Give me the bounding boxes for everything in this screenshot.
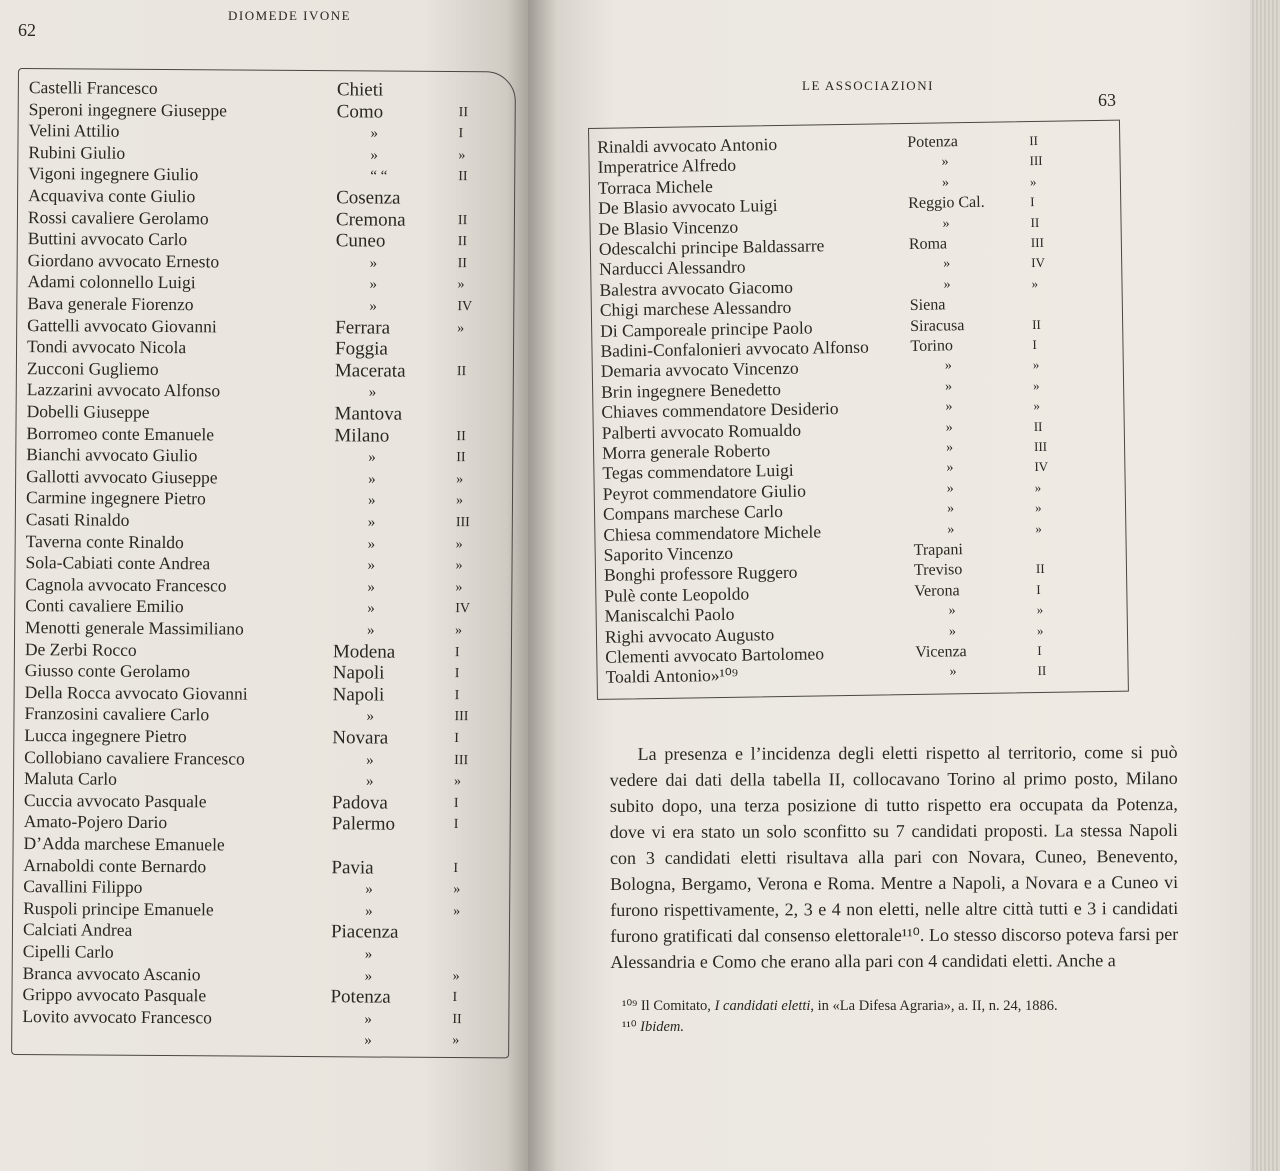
left-city: “ “: [370, 168, 388, 185]
footnote-109-title: I candidati eletti: [714, 998, 811, 1014]
left-city: Potenza: [330, 986, 391, 1008]
right-class: III: [1030, 234, 1044, 251]
right-city: Treviso: [913, 561, 963, 580]
page-edges: [1250, 0, 1280, 1171]
right-city: Siracusa: [910, 316, 965, 335]
left-city: »: [367, 579, 375, 596]
left-running-head: DIOMEDE IVONE: [228, 8, 352, 23]
right-name: Rinaldi avvocato Antonio: [597, 134, 778, 157]
left-candidates-table: [11, 68, 516, 1058]
right-class: »: [1031, 275, 1039, 291]
footnote-109-text-a: Il Comitato,: [637, 998, 715, 1014]
right-name: De Blasio avvocato Luigi: [598, 195, 778, 219]
left-class: »: [455, 493, 464, 509]
body-paragraph: La presenza e l’incidenza degli eletti rispetto al territorio, come si può vedere dai dati della tabella II, collocavano Torino al primo posto, Milano subito dopo, una terza posizione di tutto rispetto era occupata da Potenza, dove vi era stato un solo sconfitto su 7 candidati proposti. La stessa Napoli con 3 candidati eletti risultava alla pari con Novara, Cuneo, Benevento, Bologna, Bergamo, Verona e Roma. Mentre a Napoli, a Novara e a Cuneo vi furono rispettivamente, 2, 3 e 4 non eletti, nelle altre città tutti e 3 i candidati furono gratificati dal consenso elettorale¹¹⁰. Lo stesso discorso poteva farsi per Alessandria e Como che erano alla pari con 4 candidati eletti. Anche a: [609, 742, 1179, 972]
footnote-110: [622, 1017, 1142, 1038]
left-class: II: [457, 234, 468, 250]
right-name: Righi avvocato Augusto: [604, 623, 775, 647]
left-class: I: [454, 731, 460, 747]
right-city: »: [948, 603, 956, 619]
left-city: »: [365, 881, 373, 898]
right-name: Demaria avvocato Vincenzo: [600, 358, 799, 382]
right-class: II: [1030, 214, 1040, 230]
left-city: Foggia: [334, 338, 388, 360]
right-name: Di Camporeale principe Paolo: [600, 317, 813, 341]
right-name: Chiaves commendatore Desiderio: [601, 398, 839, 423]
right-class: »: [1034, 500, 1042, 516]
left-city: »: [364, 946, 373, 963]
left-city: Novara: [332, 727, 389, 749]
footnote-109: [622, 996, 1142, 1017]
right-city: »: [946, 481, 954, 497]
left-name: Rossi cavaliere Gerolamo: [27, 206, 209, 228]
left-name: Bava generale Fiorenzo: [27, 293, 194, 315]
right-class: »: [1036, 602, 1044, 618]
left-name: De Zerbi Rocco: [24, 638, 137, 660]
left-name: Speroni ingegnere Giuseppe: [28, 98, 228, 121]
left-class: »: [455, 623, 463, 639]
right-city: Reggio Cal.: [908, 193, 985, 213]
right-class: I: [1036, 581, 1041, 597]
left-name: Giusso conte Gerolamo: [24, 660, 191, 682]
left-row: [12, 1027, 508, 1052]
right-city: »: [946, 501, 955, 517]
right-class: »: [1036, 622, 1044, 638]
footnote-109-marker: ¹⁰⁹: [622, 998, 638, 1014]
left-city: »: [369, 276, 378, 293]
left-class: »: [453, 882, 461, 898]
right-city: »: [945, 440, 954, 456]
right-class: II: [1032, 316, 1041, 332]
right-city: »: [948, 623, 957, 639]
left-city: Napoli: [332, 684, 385, 706]
left-name: Buttini avvocato Carlo: [27, 228, 188, 250]
left-name: Della Rocca avvocato Giovanni: [24, 681, 248, 704]
right-name: Peyrot commendatore Giulio: [602, 480, 807, 504]
left-name: D’Adda marchese Emanuele: [23, 833, 225, 855]
left-city: »: [365, 903, 373, 920]
left-name: Bianchi avvocato Giulio: [26, 444, 198, 466]
right-candidates-table: [588, 120, 1129, 700]
right-name: Odescalchi principe Baldassarre: [598, 235, 825, 259]
footnote-110-marker: ¹¹⁰: [622, 1019, 637, 1035]
right-name: Chigi marchese Alessandro: [599, 297, 792, 321]
right-name: Maniscalchi Paolo: [604, 603, 735, 626]
left-city: »: [367, 622, 375, 639]
left-name: Lazzarini avvocato Alfonso: [26, 379, 221, 401]
left-name: Arnaboldi conte Bernardo: [23, 854, 207, 876]
left-class: II: [452, 1011, 462, 1027]
right-running-head: LE ASSOCIAZIONI: [802, 78, 934, 93]
left-city: »: [367, 536, 376, 553]
left-city: »: [367, 600, 375, 617]
left-name: Sola-Cabiati conte Andrea: [25, 552, 211, 574]
left-name: Tondi avvocato Nicola: [26, 336, 187, 358]
left-name: Carmine ingegnere Pietro: [25, 487, 206, 509]
left-class: »: [455, 579, 463, 595]
left-name: Maluta Carlo: [23, 768, 117, 789]
left-name: Calciati Andrea: [22, 919, 133, 941]
left-name: Adami colonnello Luigi: [27, 271, 196, 293]
right-city: »: [943, 277, 951, 293]
right-class: »: [1029, 173, 1037, 189]
left-class: III: [454, 709, 469, 725]
left-city: »: [369, 255, 378, 272]
left-name: Lucca ingegnere Pietro: [24, 725, 187, 747]
left-city: Pavia: [331, 856, 374, 879]
left-name: Giordano avvocato Ernesto: [27, 249, 220, 272]
left-city: Palermo: [331, 813, 396, 836]
left-city: Modena: [332, 640, 396, 663]
right-city: »: [942, 215, 950, 232]
left-class: I: [458, 126, 464, 142]
right-folio: 63: [1098, 90, 1116, 110]
left-class: I: [454, 644, 460, 660]
left-name: Gallotti avvocato Giuseppe: [26, 465, 218, 488]
right-city: »: [949, 664, 957, 680]
right-class: II: [1033, 418, 1043, 434]
left-class: »: [452, 968, 460, 984]
left-name: Amato-Pojero Dario: [23, 811, 168, 833]
left-city: »: [366, 708, 375, 725]
left-name: Conti cavaliere Emilio: [25, 595, 184, 617]
left-city: Chieti: [336, 79, 384, 101]
right-name: Tegas commendatore Luigi: [602, 460, 794, 484]
right-city: Roma: [908, 235, 948, 253]
left-class: I: [452, 990, 458, 1006]
left-name: Casati Rinaldo: [25, 509, 130, 530]
left-name: Zucconi Gugliemo: [26, 357, 159, 379]
left-class: IV: [457, 299, 473, 315]
right-class: »: [1035, 520, 1042, 536]
footnotes: [622, 996, 1142, 1038]
footnote-109-text-b: , in «La Difesa Agraria», a. II, n. 24, 1886.: [810, 998, 1058, 1014]
left-class: I: [453, 860, 459, 876]
right-city: Trapani: [913, 541, 963, 559]
body-paragraph-block: [610, 739, 1179, 975]
right-city: »: [945, 419, 953, 436]
left-class: IV: [455, 601, 471, 617]
right-name: Bonghi professore Ruggero: [603, 562, 798, 586]
right-name: Chiesa commendatore Michele: [603, 520, 822, 545]
left-name: Grippo avvocato Pasquale: [22, 984, 207, 1006]
left-city: »: [370, 147, 378, 164]
left-class: III: [455, 515, 470, 531]
right-name: Torraca Michele: [597, 175, 713, 198]
left-name: Taverna conte Rinaldo: [25, 530, 184, 552]
left-class: »: [455, 536, 463, 552]
right-city: »: [947, 521, 955, 537]
right-name: Imperatrice Alfredo: [597, 155, 737, 178]
left-city: »: [364, 968, 373, 985]
right-class: II: [1035, 561, 1045, 577]
right-city: »: [943, 256, 951, 272]
left-city: »: [370, 125, 379, 142]
left-class: I: [453, 795, 459, 811]
right-name: Morra generale Roberto: [601, 440, 771, 463]
left-class: II: [456, 450, 466, 466]
left-name: Ruspoli principe Emanuele: [23, 897, 214, 920]
left-name: Vigoni ingegnere Giulio: [28, 163, 199, 185]
left-class: »: [457, 277, 465, 293]
right-name: Palberti avvocato Romualdo: [601, 419, 802, 443]
left-city: »: [364, 1032, 372, 1049]
right-name: Clementi avvocato Bartolomeo: [605, 643, 825, 667]
right-city: »: [946, 460, 954, 476]
left-name: Castelli Francesco: [28, 77, 158, 98]
left-name: Borromeo conte Emanuele: [26, 422, 215, 444]
left-name: Cagnola avvocato Francesco: [25, 573, 227, 596]
right-class: »: [1034, 479, 1042, 495]
left-name: Collobiano cavaliere Francesco: [24, 746, 245, 769]
left-name: Branca avvocato Ascanio: [22, 962, 201, 984]
left-city: »: [367, 514, 376, 531]
left-name: Menotti generale Massimiliano: [25, 617, 244, 639]
right-class: IV: [1034, 459, 1049, 475]
left-city: Mantova: [334, 403, 403, 425]
left-city: Cosenza: [336, 187, 401, 209]
right-city: Potenza: [907, 133, 959, 151]
left-city: Padova: [331, 792, 388, 814]
left-class: »: [453, 774, 462, 790]
right-class: III: [1033, 438, 1048, 455]
left-city: Napoli: [332, 662, 385, 684]
left-city: Cremona: [335, 208, 406, 231]
left-city: »: [369, 298, 377, 315]
right-name: Brin ingegnere Benedetto: [600, 378, 782, 402]
left-name: Cavallini Filippo: [23, 876, 143, 898]
left-city: »: [368, 471, 376, 488]
left-city: »: [364, 1011, 372, 1028]
left-name: Rubini Giulio: [28, 141, 126, 163]
left-city: Cuneo: [335, 230, 386, 252]
right-class: »: [1032, 377, 1040, 393]
left-class: II: [458, 169, 468, 185]
left-folio: 62: [18, 20, 36, 40]
right-city: »: [941, 154, 949, 170]
left-class: I: [454, 666, 460, 682]
left-name: Cuccia avvocato Pasquale: [23, 789, 207, 812]
left-city: »: [366, 752, 374, 769]
left-class: II: [456, 428, 466, 444]
left-city: »: [368, 384, 377, 401]
right-city: »: [944, 358, 952, 374]
right-class: I: [1030, 194, 1035, 210]
footnote-110-text: Ibidem.: [640, 1019, 685, 1035]
right-name: Pulè conte Leopoldo: [604, 583, 750, 606]
left-name: Dobelli Giuseppe: [26, 401, 150, 422]
left-class: »: [458, 147, 466, 163]
left-city: Como: [336, 100, 384, 123]
right-name: Saporito Vincenzo: [603, 542, 734, 565]
right-name: De Blasio Vincenzo: [598, 216, 739, 239]
left-city: »: [365, 773, 374, 790]
right-class: »: [1032, 357, 1040, 373]
right-class: I: [1032, 336, 1037, 353]
left-city: »: [367, 492, 376, 509]
left-city: Piacenza: [330, 921, 399, 944]
left-page: [0, 0, 528, 1171]
left-class: II: [457, 255, 468, 271]
left-class: »: [455, 558, 463, 574]
left-name: Cipelli Carlo: [22, 941, 114, 962]
left-name: Velini Attilio: [28, 120, 120, 141]
right-city: Siena: [909, 296, 946, 315]
left-class: II: [458, 104, 469, 120]
left-name: Franzosini cavaliere Carlo: [24, 703, 210, 725]
left-class: »: [452, 1033, 460, 1049]
right-name: Compans marchese Carlo: [602, 501, 784, 524]
right-class: III: [1029, 153, 1043, 169]
right-city: »: [941, 175, 950, 191]
right-city: Vicenza: [915, 643, 967, 661]
left-name: Gattelli avvocato Giovanni: [27, 314, 217, 336]
right-class: »: [1033, 398, 1041, 414]
right-city: Verona: [914, 582, 960, 600]
left-city: Macerata: [334, 360, 406, 382]
left-class: »: [453, 903, 461, 919]
left-city: »: [368, 449, 376, 466]
left-name: Lovito avvocato Francesco: [22, 1005, 212, 1028]
right-name: Narducci Alessandro: [599, 256, 746, 280]
right-class: IV: [1031, 255, 1046, 271]
right-name: Badini-Confalonieri avvocato Alfonso: [600, 336, 869, 361]
right-class: II: [1029, 132, 1039, 149]
right-page: [528, 0, 1250, 1171]
left-name: Acquaviva conte Giulio: [28, 185, 196, 207]
left-class: »: [457, 320, 465, 336]
right-class: I: [1037, 642, 1042, 659]
right-city: »: [945, 399, 953, 415]
left-class: III: [454, 752, 469, 768]
right-name: Balestra avvocato Giacomo: [599, 276, 794, 300]
left-class: II: [456, 363, 467, 379]
left-city: Milano: [334, 424, 390, 447]
left-city: Ferrara: [335, 316, 391, 339]
left-class: II: [457, 212, 468, 228]
left-class: I: [453, 817, 459, 833]
left-class: I: [454, 687, 460, 703]
right-city: »: [944, 379, 953, 395]
left-city: »: [367, 557, 376, 574]
right-name: Toaldi Antonio»¹⁰⁹: [605, 665, 739, 688]
right-city: Torino: [910, 337, 954, 355]
right-class: II: [1037, 663, 1047, 679]
left-class: »: [456, 471, 464, 487]
